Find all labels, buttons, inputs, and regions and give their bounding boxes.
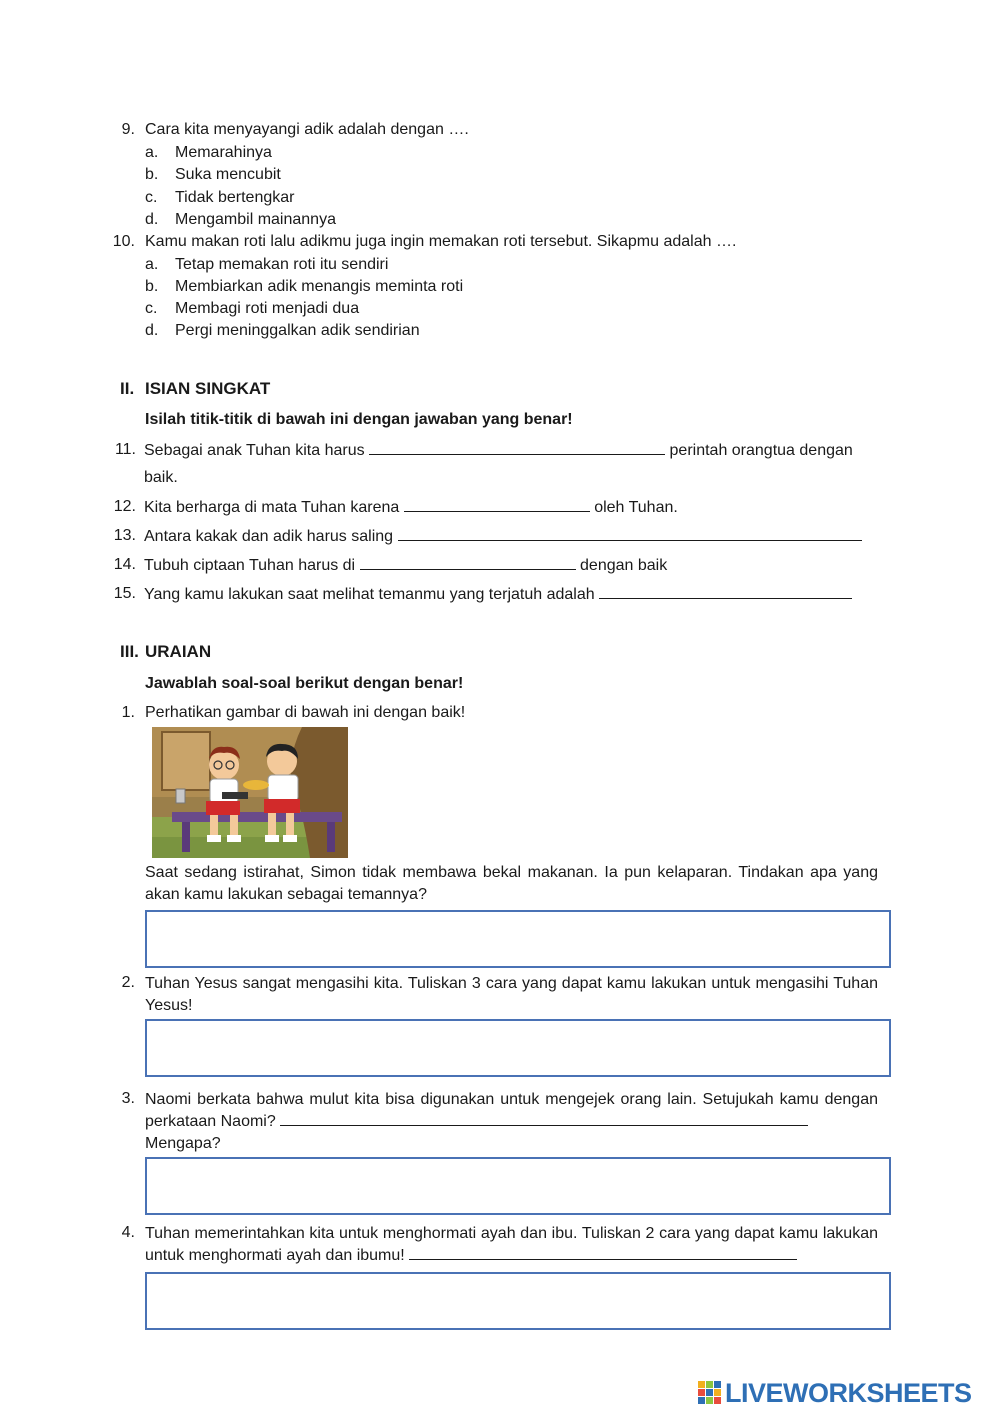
fill-line: [144, 526, 862, 547]
option-letter: c.: [145, 300, 158, 317]
fill-line: [144, 440, 853, 461]
question-text: Tuhan Yesus sangat mengasihi kita. Tuliskan 3 cara yang dapat kamu lakukan untuk mengasihi Tuhan Yesus!: [145, 975, 878, 1014]
question-text: Perhatikan gambar di bawah ini dengan baik!: [145, 704, 466, 721]
brand-wordmark: LIVEWORKSHEETS: [725, 1378, 972, 1408]
liveworksheets-logo[interactable]: [698, 1378, 972, 1408]
question-text: [145, 1223, 878, 1267]
question-number: 15.: [113, 585, 136, 602]
option-letter: c.: [145, 189, 158, 206]
option-text: Tetap memakan roti itu sendiri: [175, 256, 389, 273]
question-number: 13.: [113, 527, 136, 544]
option-letter: d.: [145, 211, 159, 228]
question-number: 12.: [113, 498, 136, 515]
fill-blank[interactable]: [599, 584, 852, 599]
fill-text-before: Yang kamu lakukan saat melihat temanmu yang terjatuh adalah: [144, 586, 595, 603]
question-number: 14.: [113, 556, 136, 573]
question-number: 11.: [114, 441, 136, 458]
question-number: 10.: [112, 233, 135, 250]
fill-text-after: dengan baik: [580, 557, 668, 574]
question-text-followup: Mengapa?: [145, 1135, 221, 1152]
answer-box[interactable]: [145, 1019, 891, 1077]
fill-blank[interactable]: [409, 1245, 797, 1260]
option-letter: b.: [145, 166, 159, 183]
option-text: Membiarkan adik menangis meminta roti: [175, 278, 464, 295]
fill-line: [144, 555, 667, 576]
fill-blank[interactable]: [398, 526, 862, 541]
answer-box[interactable]: [145, 1157, 891, 1215]
option-letter: a.: [145, 256, 159, 273]
fill-blank[interactable]: [369, 440, 665, 455]
section-title: ISIAN SINGKAT: [145, 379, 271, 398]
fill-text-before: Sebagai anak Tuhan kita harus: [144, 442, 365, 459]
question-number: 3.: [121, 1090, 135, 1107]
section-numeral: II.: [120, 379, 135, 398]
question-text: Cara kita menyayangi adik adalah dengan ….: [145, 121, 469, 138]
question-number: 1.: [121, 704, 135, 721]
section-numeral: III.: [120, 642, 139, 661]
question-text: Kamu makan roti lalu adikmu juga ingin memakan roti tersebut. Sikapmu adalah ….: [145, 233, 737, 250]
answer-box[interactable]: [145, 1272, 891, 1330]
fill-text-after: perintah orangtua dengan: [669, 442, 853, 459]
section-instruction: Isilah titik-titik di bawah ini dengan jawaban yang benar!: [145, 411, 573, 428]
option-letter: a.: [145, 144, 159, 161]
option-letter: d.: [145, 322, 159, 339]
fill-line: [144, 497, 678, 518]
question-text-body: Naomi berkata bahwa mulut kita bisa digunakan untuk mengejek orang lain. Setujukah kamu dengan perkataan Naomi?: [145, 1091, 878, 1130]
section-instruction: Jawablah soal-soal berikut dengan benar!: [145, 675, 464, 692]
fill-continuation: baik.: [144, 469, 178, 486]
answer-box[interactable]: [145, 910, 891, 968]
fill-text-after: oleh Tuhan.: [594, 499, 678, 516]
illustration-children-sharing-lunch: [152, 727, 348, 858]
option-text: Mengambil mainannya: [175, 211, 336, 228]
option-text: Membagi roti menjadi dua: [175, 300, 360, 317]
fill-blank[interactable]: [360, 555, 576, 570]
option-text: Suka mencubit: [175, 166, 281, 183]
fill-text-before: Antara kakak dan adik harus saling: [144, 528, 394, 545]
liveworksheets-grid-icon: [698, 1381, 722, 1405]
fill-blank[interactable]: [404, 497, 590, 512]
option-letter: b.: [145, 278, 159, 295]
question-number: 2.: [121, 974, 135, 991]
option-text: Memarahinya: [175, 144, 272, 161]
question-text-body: Tuhan memerintahkan kita untuk menghormati ayah dan ibu. Tuliskan 2 cara yang dapat kamu lakukan untuk menghormati ayah dan ibumu!: [145, 1225, 878, 1264]
fill-blank[interactable]: [280, 1111, 808, 1126]
question-scenario: Saat sedang istirahat, Simon tidak membawa bekal makanan. Ia pun kelaparan. Tindakan apa yang akan kamu lakukan sebagai temannya?: [145, 864, 878, 903]
option-text: Pergi meninggalkan adik sendirian: [175, 322, 420, 339]
fill-line: [144, 584, 852, 605]
question-text: [145, 1089, 878, 1133]
question-number: 4.: [121, 1224, 135, 1241]
fill-text-before: Kita berharga di mata Tuhan karena: [144, 499, 400, 516]
section-title: URAIAN: [145, 642, 212, 661]
question-number: 9.: [121, 121, 135, 138]
option-text: Tidak bertengkar: [175, 189, 295, 206]
fill-text-before: Tubuh ciptaan Tuhan harus di: [144, 557, 356, 574]
